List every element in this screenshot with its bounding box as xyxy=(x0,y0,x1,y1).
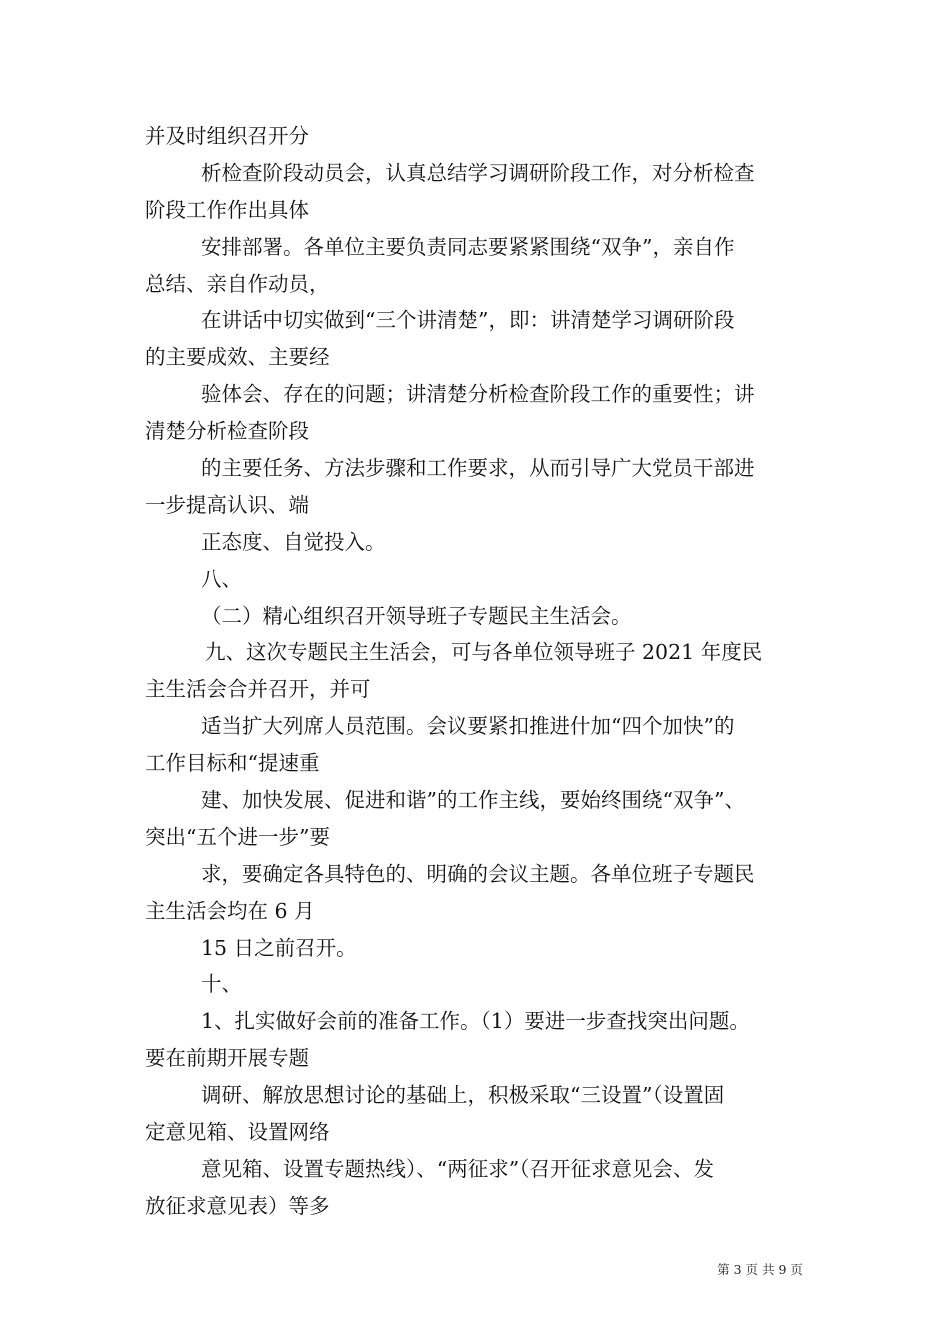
text-line: 要在前期开展专题 xyxy=(145,1046,309,1071)
text-line: 求，要确定各具特色的、明确的会议主题。各单位班子专题民 xyxy=(201,861,755,886)
text-line: 安排部署。各单位主要负责同志要紧紧围绕“双争”，亲自作 xyxy=(201,234,735,259)
text-line: 主生活会合并召开，并可 xyxy=(145,677,371,702)
text-line: 清楚分析检查阶段 xyxy=(145,419,309,444)
text-line: 1、扎实做好会前的准备工作。（1）要进一步查找突出问题。 xyxy=(201,1009,750,1034)
text-line: 工作目标和“提速重 xyxy=(145,751,320,776)
text-line: 定意见箱、设置网络 xyxy=(145,1120,330,1145)
text-line: 正态度、自觉投入。 xyxy=(201,529,386,554)
text-line: 阶段工作作出具体 xyxy=(145,197,309,222)
document-body xyxy=(145,118,810,1225)
page-footer xyxy=(0,1262,950,1278)
text-line: 放征求意见表）等多 xyxy=(145,1193,330,1218)
section-number-eight: 八、 xyxy=(201,566,242,591)
text-line: 析检查阶段动员会，认真总结学习调研阶段工作，对分析检查 xyxy=(201,160,755,185)
text-line: 意见箱、设置专题热线）、“两征求”（召开征求意见会、发 xyxy=(201,1156,714,1181)
text-line: 建、加快发展、促进和谐”的工作主线，要始终围绕“双争”、 xyxy=(201,788,745,813)
text-line: 调研、解放思想讨论的基础上，积极采取“三设置”（设置固 xyxy=(201,1083,725,1108)
text-line: 验体会、存在的问题；讲清楚分析检查阶段工作的重要性；讲 xyxy=(201,382,755,407)
section-heading: （二）精心组织召开领导班子专题民主生活会。 xyxy=(201,603,632,628)
text-line: 的主要任务、方法步骤和工作要求，从而引导广大党员干部进 xyxy=(201,456,755,481)
text-line: 突出“五个进一步”要 xyxy=(145,824,330,849)
text-line: 15 日之前召开。 xyxy=(201,935,357,960)
text-line: 总结、亲自作动员， xyxy=(145,271,330,296)
text-line: 九、这次专题民主生活会，可与各单位领导班子 2021 年度民 xyxy=(205,640,763,665)
text-line: 并及时组织召开分 xyxy=(145,124,309,148)
section-number-ten: 十、 xyxy=(201,972,242,997)
text-line: 在讲话中切实做到“三个讲清楚”，即：讲清楚学习调研阶段 xyxy=(201,308,735,333)
page-number: 第 3 页 共 9 页 xyxy=(717,1262,803,1277)
text-line: 适当扩大列席人员范围。会议要紧扣推进什加“四个加快”的 xyxy=(201,714,735,739)
text-line: 一步提高认识、端 xyxy=(145,492,309,517)
text-line: 的主要成效、主要经 xyxy=(145,345,330,370)
text-line: 主生活会均在 6 月 xyxy=(145,898,315,923)
